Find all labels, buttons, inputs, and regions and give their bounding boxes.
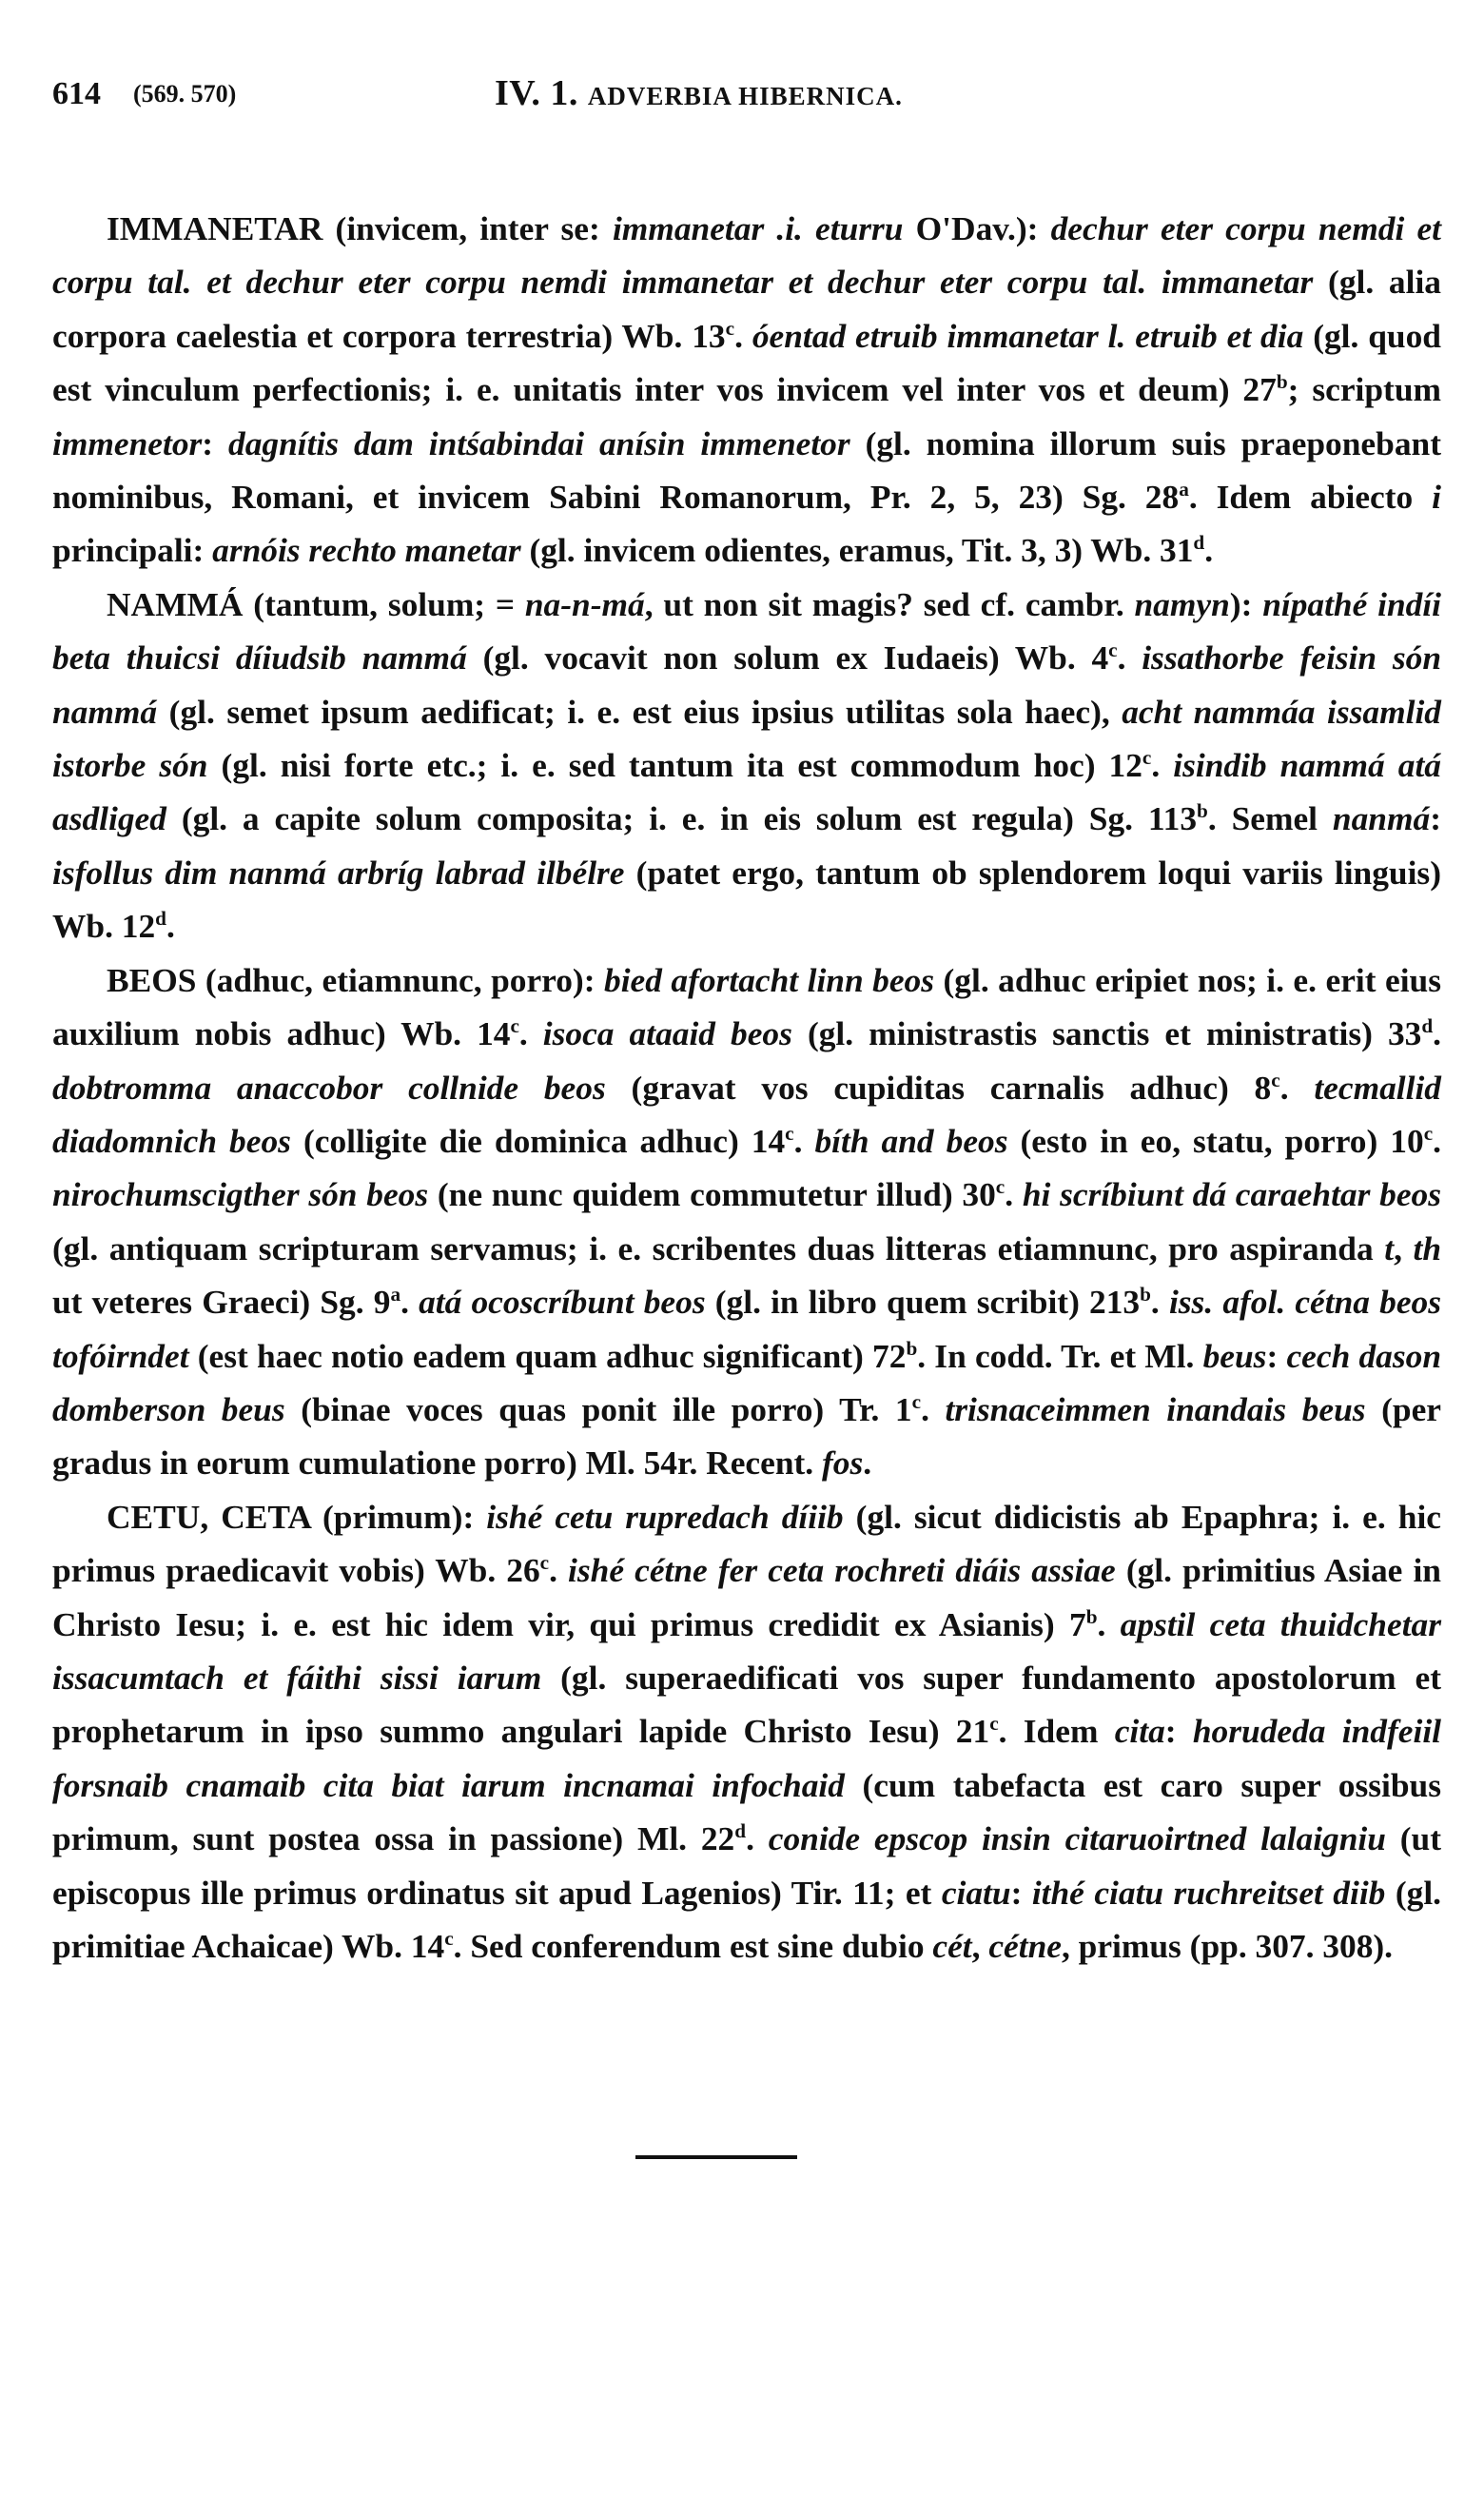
text: (tantum, solum; = <box>243 584 525 623</box>
text: , primus (pp. 307. 308). <box>1061 1927 1394 1965</box>
text: . <box>1005 1175 1023 1214</box>
column-letter: a <box>1179 478 1189 501</box>
column-letter: d <box>1421 1014 1434 1038</box>
irish-citation: isoca ataaid beos <box>542 1014 792 1053</box>
irish-citation: isfollus dim nanmá arbríg labrad ilbélre <box>52 853 625 892</box>
text: (patet ergo, tantum ob splendorem loqui variis linguis) Wb. 12 <box>52 853 1441 946</box>
irish-citation: immanetar .i. eturru <box>612 209 904 247</box>
irish-citation: ciatu <box>941 1873 1011 1912</box>
irish-citation: isindib nammá atá asdliged <box>52 746 1442 838</box>
irish-citation: trisnaceimmen inandais beus <box>945 1389 1366 1428</box>
text: (gl. ministrastis sanctis et ministratis) 33 <box>791 1014 1422 1053</box>
text: . <box>518 1014 543 1053</box>
text: . <box>166 907 175 946</box>
irish-citation: cech dason domberson beus <box>52 1336 1442 1428</box>
running-title-main: IV. 1. <box>495 73 578 113</box>
text: (gravat vos cupiditas carnalis adhuc) 8 <box>605 1068 1272 1107</box>
text: (gl. nomina illorum suis praeponebant nominibus, Romani, et invicem Sabini Romanorum, Pr. 2, 5, 23) Sg. 28 <box>52 423 1441 517</box>
text: : <box>1164 1712 1193 1751</box>
column-letter: b <box>1140 1283 1151 1306</box>
column-letter: d <box>155 907 166 931</box>
text: (gl. vocavit non solum ex Iudaeis) Wb. 4 <box>466 638 1109 678</box>
text: (gl. in libro quem scribit) 213 <box>705 1283 1141 1322</box>
text: . Sed conferendum est sine dubio <box>453 1927 933 1965</box>
text: . <box>921 1389 946 1428</box>
column-letter: b <box>906 1336 918 1360</box>
text: . Idem <box>998 1712 1115 1751</box>
irish-citation: horudeda indfeiil forsnaib cnamaib cita biat iarum incnamai infochaid <box>52 1712 1441 1804</box>
irish-citation: apstil ceta thuidchetar issacumtach et fáithi sissi iarum <box>52 1604 1441 1697</box>
text: . <box>793 1121 815 1160</box>
text: , <box>1394 1228 1414 1267</box>
irish-citation: acht nammáa issamlid istorbe són <box>52 692 1441 785</box>
text: . Idem abiecto <box>1188 478 1433 517</box>
text: . <box>1433 1014 1442 1053</box>
irish-citation: issathorbe feisin són nammá <box>52 638 1442 731</box>
entry-headword: IMMANETAR <box>107 209 323 247</box>
text: (adhuc, etiamnunc, porro): <box>196 960 604 999</box>
irish-citation: tecmallid diadomnich beos <box>52 1068 1441 1160</box>
entry-cetu <box>52 1490 1441 1974</box>
text: . In codd. Tr. et Ml. <box>917 1336 1203 1375</box>
text: ut veteres Graeci) Sg. 9 <box>52 1283 391 1322</box>
column-letter: c <box>1108 638 1118 662</box>
irish-citation: conide epscop insin citaruoirtned lalaigniu <box>768 1819 1386 1858</box>
text: . Semel <box>1207 799 1333 838</box>
text: ): <box>1229 584 1263 623</box>
text: (per gradus in eorum cumulatione porro) Ml. 54r. Recent. <box>52 1389 1441 1483</box>
irish-citation: dagnítis dam intśabindai anísin immenetor <box>228 423 850 462</box>
irish-citation: arnóis rechto manetar <box>212 531 521 570</box>
irish-citation: namyn <box>1134 584 1230 623</box>
entry-headword: BEOS <box>107 960 197 999</box>
irish-citation: cét <box>932 1927 972 1965</box>
text: (gl. nisi forte etc.; i. e. sed tantum ita est commodum hoc) 12 <box>207 746 1142 785</box>
text: (est haec notio eadem quam adhuc significant) 72 <box>188 1336 907 1375</box>
page <box>52 57 1441 1973</box>
text: (esto in eo, statu, porro) 10 <box>1007 1121 1424 1160</box>
irish-citation: iss. afol. cétna beos tofóirndet <box>52 1283 1442 1375</box>
column-letter: c <box>989 1712 999 1736</box>
running-title <box>495 72 903 114</box>
irish-citation: immenetor <box>52 423 203 462</box>
text: (gl. sicut didicistis ab Epaphra; i. e. hic primus praedicavit vobis) Wb. 26 <box>52 1497 1441 1590</box>
text: : <box>202 423 228 462</box>
text: (cum tabefacta est caro super ossibus primum, sunt postea ossa in passione) Ml. 22 <box>52 1765 1441 1858</box>
column-letter: c <box>1423 1122 1434 1146</box>
irish-citation: i <box>1432 478 1441 517</box>
irish-citation: ishé cetu rupredach díiib <box>486 1497 844 1536</box>
irish-citation: dobtromma anaccobor collnide beos <box>52 1068 606 1107</box>
text: . <box>746 1819 769 1858</box>
column-letter: c <box>539 1551 550 1575</box>
text: (gl. invicem odientes, eramus, Tit. 3, 3) Wb. 31 <box>520 531 1194 570</box>
irish-citation: cétne <box>988 1927 1062 1965</box>
irish-citation: fos <box>822 1444 864 1483</box>
column-letter: d <box>1193 531 1205 555</box>
irish-citation: dechur eter corpu nemdi et corpu tal. et dechur eter corpu nemdi immanetar et dechur eter corpu tal. immanetar <box>52 209 1441 302</box>
irish-citation: cita <box>1114 1712 1165 1751</box>
irish-citation: ithé ciatu ruchreitset diib <box>1031 1873 1386 1912</box>
column-letter: c <box>1271 1068 1280 1091</box>
text: : <box>1010 1873 1032 1912</box>
entry-immanetar <box>52 202 1441 578</box>
text: . <box>549 1551 569 1590</box>
column-letter: c <box>785 1122 794 1146</box>
text: , <box>971 1927 989 1965</box>
column-letter: b <box>1197 799 1208 823</box>
entry-headword: NAMMÁ <box>107 584 244 623</box>
text: (gl. primitiae Achaicae) Wb. 14 <box>52 1873 1441 1965</box>
text: (gl. quod est vinculum perfectionis; i. e. unitatis inter vos invicem vel inter vos et deum) 27 <box>52 316 1441 409</box>
column-letter: d <box>734 1819 747 1843</box>
text: . <box>1151 746 1174 785</box>
text: principali: <box>52 531 213 570</box>
column-letter: c <box>995 1175 1006 1199</box>
text: . <box>863 1444 872 1483</box>
entry-headword: CETU, CETA <box>107 1497 310 1536</box>
text: (primum): <box>309 1497 487 1536</box>
text: . <box>734 316 752 355</box>
irish-citation: atá ocoscríbunt beos <box>419 1283 706 1322</box>
irish-citation: th <box>1413 1228 1441 1267</box>
text: (ne nunc quidem commutetur illud) 30 <box>428 1175 996 1214</box>
text: , ut non sit magis? sed cf. cambr. <box>644 584 1135 623</box>
body-text <box>52 202 1441 1973</box>
running-head <box>52 57 1441 124</box>
irish-citation: bied afortacht linn beos <box>604 960 935 999</box>
text: : <box>1430 799 1441 838</box>
irish-citation: bíth and beos <box>814 1121 1008 1160</box>
text: . <box>1097 1604 1121 1643</box>
text: (gl. adhuc eripiet nos; i. e. erit eius auxilium nobis adhuc) Wb. 14 <box>52 960 1442 1053</box>
source-columns: (569. 570) <box>133 80 237 108</box>
text: (gl. semet ipsum aedificat; i. e. est eius ipsius utilitas sola haec), <box>157 692 1123 731</box>
irish-citation: t <box>1384 1228 1395 1267</box>
section-end-rule <box>635 2155 797 2159</box>
column-letter: c <box>510 1014 519 1038</box>
column-letter: c <box>725 317 735 341</box>
text: . <box>1204 531 1214 570</box>
running-title-caps: ADVERBIA HIBERNICA. <box>587 82 903 110</box>
entry-beos <box>52 953 1441 1490</box>
page-number: 614 <box>52 76 101 111</box>
text: (gl. antiquam scripturam servamus; i. e. scribentes duas litteras etiamnunc, pro aspiranda <box>52 1228 1385 1267</box>
text: (gl. alia corpora caelestia et corpora terrestria) Wb. 13 <box>52 263 1441 355</box>
text: (binae voces quas ponit ille porro) Tr. 1 <box>284 1389 912 1428</box>
irish-citation: ishé cétne fer ceta rochreti diáis assiae <box>568 1551 1116 1590</box>
irish-citation: nípathé indíi beta thuicsi díiudsib nammá <box>52 584 1441 678</box>
text: O'Dav.): <box>903 209 1051 247</box>
text: (gl. a capite solum composita; i. e. in eis solum est regula) Sg. 113 <box>166 799 1198 838</box>
column-letter: b <box>1276 370 1288 394</box>
column-letter: c <box>911 1390 922 1414</box>
text: ; scriptum <box>1287 370 1441 409</box>
irish-citation: beus <box>1202 1336 1267 1375</box>
column-letter: c <box>444 1927 454 1951</box>
irish-citation: na-n-má <box>524 584 645 623</box>
text: (invicem, inter se: <box>322 209 613 247</box>
irish-citation: óentad etruib immanetar l. etruib et dia <box>752 316 1304 355</box>
text: . <box>1433 1121 1441 1160</box>
text: (colligite die dominica adhuc) 14 <box>290 1121 786 1160</box>
column-letter: b <box>1085 1604 1098 1628</box>
text: . <box>1117 638 1142 678</box>
text: : <box>1266 1336 1287 1375</box>
column-letter: c <box>1142 746 1152 770</box>
entry-namma <box>52 578 1441 953</box>
column-letter: a <box>390 1283 401 1306</box>
text: . <box>1150 1283 1169 1322</box>
text: (gl. superaedificati vos super fundamento apostolorum et prophetarum in ipso summo angulari lapide Christo Iesu) 21 <box>52 1658 1442 1751</box>
text: (ut episcopus ille primus ordinatus sit apud Lagenios) Tir. 11; et <box>52 1819 1441 1912</box>
text: . <box>1279 1068 1315 1107</box>
text: (gl. primitius Asiae in Christo Iesu; i. e. est hic idem vir, qui primus credidit ex Asianis) 7 <box>52 1551 1441 1643</box>
irish-citation: nirochumscigther són beos <box>52 1175 429 1214</box>
irish-citation: hi scríbiunt dá caraehtar beos <box>1022 1175 1442 1214</box>
irish-citation: nanmá <box>1332 799 1431 838</box>
text: . <box>400 1283 420 1322</box>
